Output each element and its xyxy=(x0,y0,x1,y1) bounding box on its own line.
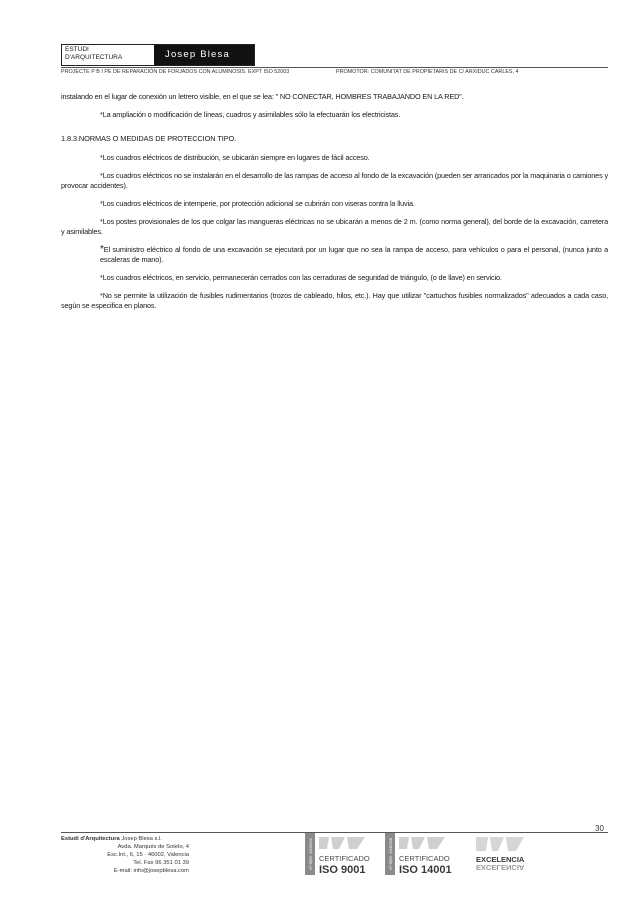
excelencia-logo xyxy=(472,833,540,875)
email-line: E-mail: info@josepblesa.com xyxy=(113,868,189,875)
cert3-mirror: EXCELENCIA xyxy=(476,863,525,872)
section-title: 1.8.3.NORMAS O MEDIDAS DE PROTECCION TIPO. xyxy=(61,134,237,143)
header-divider xyxy=(61,67,608,68)
footer-address xyxy=(61,835,189,875)
cert1-iso: ISO 9001 xyxy=(319,864,366,875)
list-item: *No se permite la utilización de fusibles rudimentarios (trozos de cableado, hilos, etc.). Hay que utilizar "cartuchos fusibles normalizados" adecuados a cada caso, según se especifica en planos. xyxy=(61,291,608,310)
list-item: *Los cuadros eléctricos de distribución, se ubicarán siempre en lugares de fácil acceso. xyxy=(100,153,370,162)
cert2-register: Nº REG. 6342008 xyxy=(388,838,393,870)
header-box xyxy=(61,44,255,66)
list-item: *Los cuadros eléctricos de intemperie, por protección adicional se cubrirán con viseras contra la lluvia. xyxy=(100,199,415,208)
iso-14001-logo xyxy=(385,833,470,875)
studio-line-2: D'ARQUITECTURA xyxy=(65,54,123,61)
cert1-register: Nº REG. 6033991 xyxy=(308,838,313,870)
address-line-1: Avda. Marqués de Sotelo, 4 xyxy=(117,844,189,851)
suministro-text: El suministro eléctrico al fondo de una excavación se ejecutará por un lugar que no sea la rampa de acceso, para vehículos o para el personal, (nunca junto a escaleras de mano). xyxy=(100,245,608,264)
intro-paragraph: instalando en el lugar de conexión un letrero visible, en el que se lea: " NO CONECTAR, HOMBRES TRABAJANDO EN LA RED". xyxy=(61,92,464,101)
page-number: 30 xyxy=(595,824,604,833)
ampliacion-paragraph: *La ampliación o modificación de líneas, cuadros y asimilables sólo la efectuarán los electricistas. xyxy=(100,110,401,119)
list-item: *Los cuadros eléctricos, en servicio, permanecerán cerrados con las cerraduras de seguridad de triángulo, (o de llave) en servicio. xyxy=(100,273,502,282)
project-title: PROJECTE P B I PE DE REPARACIÓN DE FORJADOS CON ALUMINOSIS. EXPT ISO 52003 xyxy=(61,69,290,75)
firm-name-rest: Josep Blesa s.l. xyxy=(119,836,162,842)
firm-name-bold: Estudi d'Arquitectura xyxy=(61,836,120,842)
phone-line: Tel. Fax 96 351 01 39 xyxy=(133,860,189,867)
cert2-iso: ISO 14001 xyxy=(399,864,452,875)
address-line-2: Esc.Int., 6, 15 · 46002, Valencia xyxy=(107,852,189,859)
list-item-suministro xyxy=(61,245,608,265)
cert1-word: CERTIFICADO xyxy=(319,854,370,863)
studio-line-1: ESTUDI xyxy=(65,46,89,53)
promotor-line: PROMOTOR: COMUNITAT DE PROPIETARIS DE C/ ARXIDUC CARLES, 4 xyxy=(336,69,519,75)
iso-9001-logo xyxy=(305,833,385,875)
firm-name xyxy=(61,835,189,843)
list-item: *Los postes provisionales de los que colgar las mangueras eléctricas no se ubicarán a menos de 2 m. (como norma general), del borde de la excavación, carretera y asimilables. xyxy=(61,217,608,236)
document-body xyxy=(61,92,608,319)
architect-name: Josep Blesa xyxy=(154,45,254,65)
studio-name xyxy=(62,45,154,65)
cert2-word: CERTIFICADO xyxy=(399,854,450,863)
asterisk-marker: * xyxy=(100,244,104,255)
list-item: *Los cuadros eléctricos no se instalarán en el desarrollo de las rampas de acceso al fondo de la excavación (pueden ser arrancados por la maquinaria o camiones y provocar accidentes). xyxy=(61,171,608,190)
cert3-word: EXCELENCIA xyxy=(476,855,525,864)
